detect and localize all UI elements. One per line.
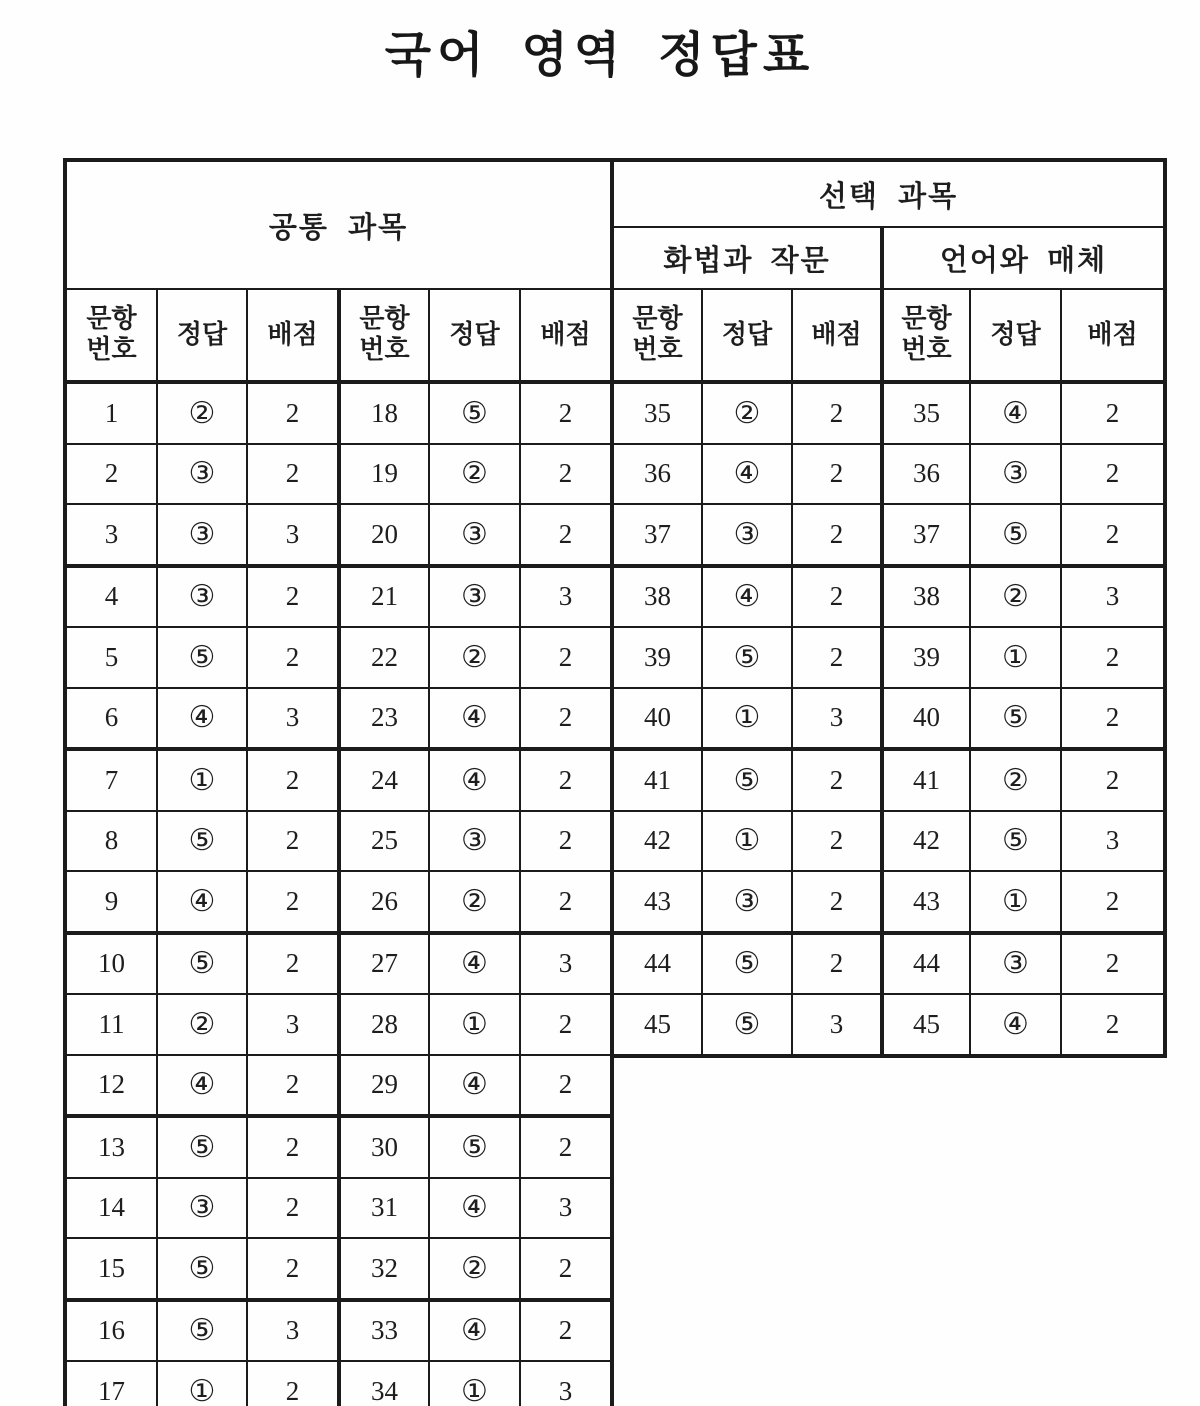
question-number-cell: 14 <box>65 1178 157 1239</box>
answer-cell: ④ <box>429 1300 520 1362</box>
common-group-row <box>65 160 612 289</box>
question-number-cell: 44 <box>882 933 970 995</box>
table-row <box>612 749 1165 811</box>
answer-cell: ③ <box>429 811 520 872</box>
points-cell: 2 <box>1061 933 1165 995</box>
answer-cell: ③ <box>970 933 1061 995</box>
points-cell: 2 <box>247 444 339 505</box>
question-no-label-line2: 번호 <box>901 335 952 364</box>
answer-cell: ④ <box>157 871 247 933</box>
question-number-cell: 24 <box>339 749 429 811</box>
points-cell: 2 <box>1061 688 1165 750</box>
answer-cell: ⑤ <box>157 811 247 872</box>
points-cell: 2 <box>1061 382 1165 444</box>
table-row <box>65 1300 612 1362</box>
question-number-cell: 36 <box>882 444 970 505</box>
points-cell: 2 <box>792 382 882 444</box>
answer-cell: ② <box>429 444 520 505</box>
question-number-cell: 42 <box>612 811 702 872</box>
table-row <box>65 933 612 995</box>
table-row <box>612 933 1165 995</box>
answer-cell: ④ <box>702 444 792 505</box>
question-number-cell: 26 <box>339 871 429 933</box>
elective-group-header: 선택 과목 <box>612 160 1165 227</box>
elective-column-header-row <box>612 289 1165 382</box>
answer-cell: ④ <box>429 933 520 995</box>
answer-cell: ③ <box>157 504 247 566</box>
question-number-cell: 35 <box>612 382 702 444</box>
common-group-header: 공통 과목 <box>65 160 612 289</box>
question-number-cell: 45 <box>612 994 702 1056</box>
question-number-cell: 30 <box>339 1116 429 1178</box>
table-row <box>65 749 612 811</box>
points-cell: 3 <box>520 566 612 628</box>
answer-cell: ④ <box>429 1178 520 1239</box>
answer-cell: ① <box>429 1361 520 1406</box>
points-cell: 2 <box>792 566 882 628</box>
points-cell: 2 <box>792 504 882 566</box>
points-cell: 3 <box>1061 566 1165 628</box>
table-row <box>65 1178 612 1239</box>
points-cell: 3 <box>792 688 882 750</box>
table-row <box>65 1238 612 1300</box>
answer-cell: ② <box>429 627 520 688</box>
table-row <box>65 382 612 444</box>
points-cell: 2 <box>792 811 882 872</box>
col-header-points: 배점 <box>247 289 339 382</box>
points-cell: 2 <box>1061 504 1165 566</box>
table-row <box>65 444 612 505</box>
question-number-cell: 41 <box>612 749 702 811</box>
points-cell: 2 <box>247 871 339 933</box>
points-cell: 2 <box>520 994 612 1055</box>
question-number-cell: 3 <box>65 504 157 566</box>
answer-cell: ⑤ <box>157 1300 247 1362</box>
table-row <box>612 688 1165 750</box>
points-cell: 2 <box>792 444 882 505</box>
question-number-cell: 31 <box>339 1178 429 1239</box>
answer-cell: ① <box>157 1361 247 1406</box>
points-cell: 2 <box>520 627 612 688</box>
table-row <box>612 811 1165 872</box>
question-number-cell: 45 <box>882 994 970 1056</box>
question-number-cell: 28 <box>339 994 429 1055</box>
col-header-answer: 정답 <box>157 289 247 382</box>
elective-table-body <box>612 382 1165 1056</box>
points-cell: 2 <box>1061 444 1165 505</box>
elective-subject-row <box>612 227 1165 289</box>
question-number-cell: 43 <box>612 871 702 933</box>
common-table-body <box>65 382 612 1406</box>
points-cell: 2 <box>247 933 339 995</box>
table-row <box>612 504 1165 566</box>
answer-cell: ① <box>970 871 1061 933</box>
points-cell: 2 <box>247 1116 339 1178</box>
answer-cell: ⑤ <box>702 627 792 688</box>
answer-cell: ④ <box>157 1055 247 1117</box>
table-row <box>612 994 1165 1056</box>
question-number-cell: 9 <box>65 871 157 933</box>
question-number-cell: 37 <box>612 504 702 566</box>
points-cell: 2 <box>520 871 612 933</box>
answer-cell: ⑤ <box>702 994 792 1056</box>
points-cell: 3 <box>520 933 612 995</box>
question-number-cell: 6 <box>65 688 157 750</box>
table-row <box>65 1361 612 1406</box>
answer-cell: ④ <box>970 382 1061 444</box>
question-number-cell: 16 <box>65 1300 157 1362</box>
answer-cell: ③ <box>157 1178 247 1239</box>
table-row <box>612 627 1165 688</box>
points-cell: 2 <box>247 749 339 811</box>
elective-group-row <box>612 160 1165 227</box>
answer-cell: ⑤ <box>970 504 1061 566</box>
table-row <box>65 994 612 1055</box>
question-number-cell: 19 <box>339 444 429 505</box>
points-cell: 2 <box>792 871 882 933</box>
points-cell: 3 <box>1061 811 1165 872</box>
question-number-cell: 17 <box>65 1361 157 1406</box>
points-cell: 3 <box>520 1361 612 1406</box>
question-number-cell: 39 <box>882 627 970 688</box>
subject-header-language-media: 언어와 매체 <box>882 227 1165 289</box>
col-header-points: 배점 <box>1061 289 1165 382</box>
col-header-answer: 정답 <box>702 289 792 382</box>
answer-cell: ② <box>157 382 247 444</box>
question-no-label-line2: 번호 <box>86 335 137 364</box>
page-title: 국어 영역 정답표 <box>384 29 816 82</box>
answer-cell: ③ <box>429 504 520 566</box>
answer-cell: ② <box>702 382 792 444</box>
question-number-cell: 11 <box>65 994 157 1055</box>
col-header-answer: 정답 <box>429 289 520 382</box>
answer-cell: ③ <box>702 504 792 566</box>
common-column-header-row <box>65 289 612 382</box>
question-number-cell: 7 <box>65 749 157 811</box>
question-number-cell: 38 <box>612 566 702 628</box>
answer-cell: ⑤ <box>970 688 1061 750</box>
question-number-cell: 33 <box>339 1300 429 1362</box>
points-cell: 2 <box>520 444 612 505</box>
question-no-label-line1: 문항 <box>359 304 410 334</box>
question-number-cell: 35 <box>882 382 970 444</box>
answer-cell: ⑤ <box>702 933 792 995</box>
col-header-points: 배점 <box>520 289 612 382</box>
answer-tables <box>63 158 1167 1406</box>
answer-cell: ④ <box>702 566 792 628</box>
question-no-label-line2: 번호 <box>632 335 683 364</box>
question-number-cell: 25 <box>339 811 429 872</box>
points-cell: 2 <box>247 1238 339 1300</box>
points-cell: 2 <box>792 933 882 995</box>
question-no-label-line1: 문항 <box>86 304 137 334</box>
points-cell: 2 <box>520 382 612 444</box>
table-row <box>65 1055 612 1117</box>
question-number-cell: 41 <box>882 749 970 811</box>
answer-cell: ③ <box>157 444 247 505</box>
answer-cell: ③ <box>970 444 1061 505</box>
points-cell: 3 <box>792 994 882 1056</box>
answer-cell: ② <box>970 566 1061 628</box>
question-number-cell: 37 <box>882 504 970 566</box>
answer-cell: ① <box>970 627 1061 688</box>
points-cell: 3 <box>520 1178 612 1239</box>
points-cell: 2 <box>792 749 882 811</box>
col-header-question-no <box>612 289 702 382</box>
common-subjects-table <box>63 158 614 1406</box>
question-number-cell: 36 <box>612 444 702 505</box>
question-number-cell: 29 <box>339 1055 429 1117</box>
answer-cell: ① <box>429 994 520 1055</box>
question-no-label-line1: 문항 <box>632 304 683 334</box>
question-number-cell: 13 <box>65 1116 157 1178</box>
question-number-cell: 40 <box>612 688 702 750</box>
answer-cell: ⑤ <box>157 627 247 688</box>
col-header-question-no <box>339 289 429 382</box>
answer-cell: ⑤ <box>429 382 520 444</box>
table-row <box>65 1116 612 1178</box>
question-number-cell: 10 <box>65 933 157 995</box>
question-number-cell: 12 <box>65 1055 157 1117</box>
points-cell: 3 <box>247 1300 339 1362</box>
question-number-cell: 39 <box>612 627 702 688</box>
answer-cell: ④ <box>970 994 1061 1056</box>
table-row <box>65 566 612 628</box>
points-cell: 2 <box>1061 871 1165 933</box>
points-cell: 2 <box>520 504 612 566</box>
elective-subjects-table <box>610 158 1167 1058</box>
question-number-cell: 40 <box>882 688 970 750</box>
points-cell: 3 <box>247 688 339 750</box>
answer-cell: ② <box>429 1238 520 1300</box>
points-cell: 2 <box>247 811 339 872</box>
question-number-cell: 8 <box>65 811 157 872</box>
question-number-cell: 38 <box>882 566 970 628</box>
table-row <box>65 811 612 872</box>
subject-header-speech-writing: 화법과 작문 <box>612 227 882 289</box>
question-number-cell: 21 <box>339 566 429 628</box>
points-cell: 2 <box>520 688 612 750</box>
answer-cell: ④ <box>429 1055 520 1117</box>
table-row <box>65 504 612 566</box>
points-cell: 2 <box>247 1178 339 1239</box>
question-number-cell: 23 <box>339 688 429 750</box>
question-number-cell: 27 <box>339 933 429 995</box>
points-cell: 2 <box>247 566 339 628</box>
points-cell: 3 <box>247 504 339 566</box>
col-header-question-no <box>65 289 157 382</box>
question-no-label-line1: 문항 <box>901 304 952 334</box>
points-cell: 2 <box>520 1116 612 1178</box>
question-number-cell: 34 <box>339 1361 429 1406</box>
points-cell: 2 <box>247 1055 339 1117</box>
question-number-cell: 22 <box>339 627 429 688</box>
answer-cell: ③ <box>702 871 792 933</box>
answer-cell: ⑤ <box>970 811 1061 872</box>
answer-cell: ② <box>429 871 520 933</box>
col-header-points: 배점 <box>792 289 882 382</box>
points-cell: 2 <box>520 1055 612 1117</box>
points-cell: 2 <box>1061 749 1165 811</box>
question-number-cell: 5 <box>65 627 157 688</box>
answer-cell: ④ <box>157 688 247 750</box>
points-cell: 2 <box>247 382 339 444</box>
table-row <box>612 871 1165 933</box>
answer-cell: ④ <box>429 688 520 750</box>
question-number-cell: 2 <box>65 444 157 505</box>
answer-cell: ① <box>702 688 792 750</box>
question-number-cell: 44 <box>612 933 702 995</box>
answer-cell: ⑤ <box>157 933 247 995</box>
table-row <box>65 871 612 933</box>
question-number-cell: 32 <box>339 1238 429 1300</box>
question-number-cell: 15 <box>65 1238 157 1300</box>
points-cell: 2 <box>247 627 339 688</box>
answer-cell: ⑤ <box>429 1116 520 1178</box>
table-row <box>65 627 612 688</box>
question-number-cell: 20 <box>339 504 429 566</box>
points-cell: 2 <box>520 1300 612 1362</box>
table-row <box>612 566 1165 628</box>
points-cell: 2 <box>1061 994 1165 1056</box>
question-number-cell: 43 <box>882 871 970 933</box>
answer-cell: ② <box>970 749 1061 811</box>
question-number-cell: 4 <box>65 566 157 628</box>
points-cell: 2 <box>247 1361 339 1406</box>
answer-cell: ① <box>157 749 247 811</box>
answer-cell: ③ <box>429 566 520 628</box>
col-header-question-no <box>882 289 970 382</box>
answer-cell: ⑤ <box>702 749 792 811</box>
points-cell: 2 <box>792 627 882 688</box>
answer-cell: ① <box>702 811 792 872</box>
table-row <box>612 382 1165 444</box>
answer-cell: ④ <box>429 749 520 811</box>
question-number-cell: 1 <box>65 382 157 444</box>
points-cell: 2 <box>520 749 612 811</box>
question-number-cell: 18 <box>339 382 429 444</box>
question-number-cell: 42 <box>882 811 970 872</box>
points-cell: 2 <box>520 1238 612 1300</box>
answer-cell: ⑤ <box>157 1238 247 1300</box>
answer-cell: ⑤ <box>157 1116 247 1178</box>
points-cell: 3 <box>247 994 339 1055</box>
table-row <box>65 688 612 750</box>
question-no-label-line2: 번호 <box>359 335 410 364</box>
table-row <box>612 444 1165 505</box>
points-cell: 2 <box>1061 627 1165 688</box>
col-header-answer: 정답 <box>970 289 1061 382</box>
points-cell: 2 <box>520 811 612 872</box>
answer-cell: ② <box>157 994 247 1055</box>
answer-cell: ③ <box>157 566 247 628</box>
